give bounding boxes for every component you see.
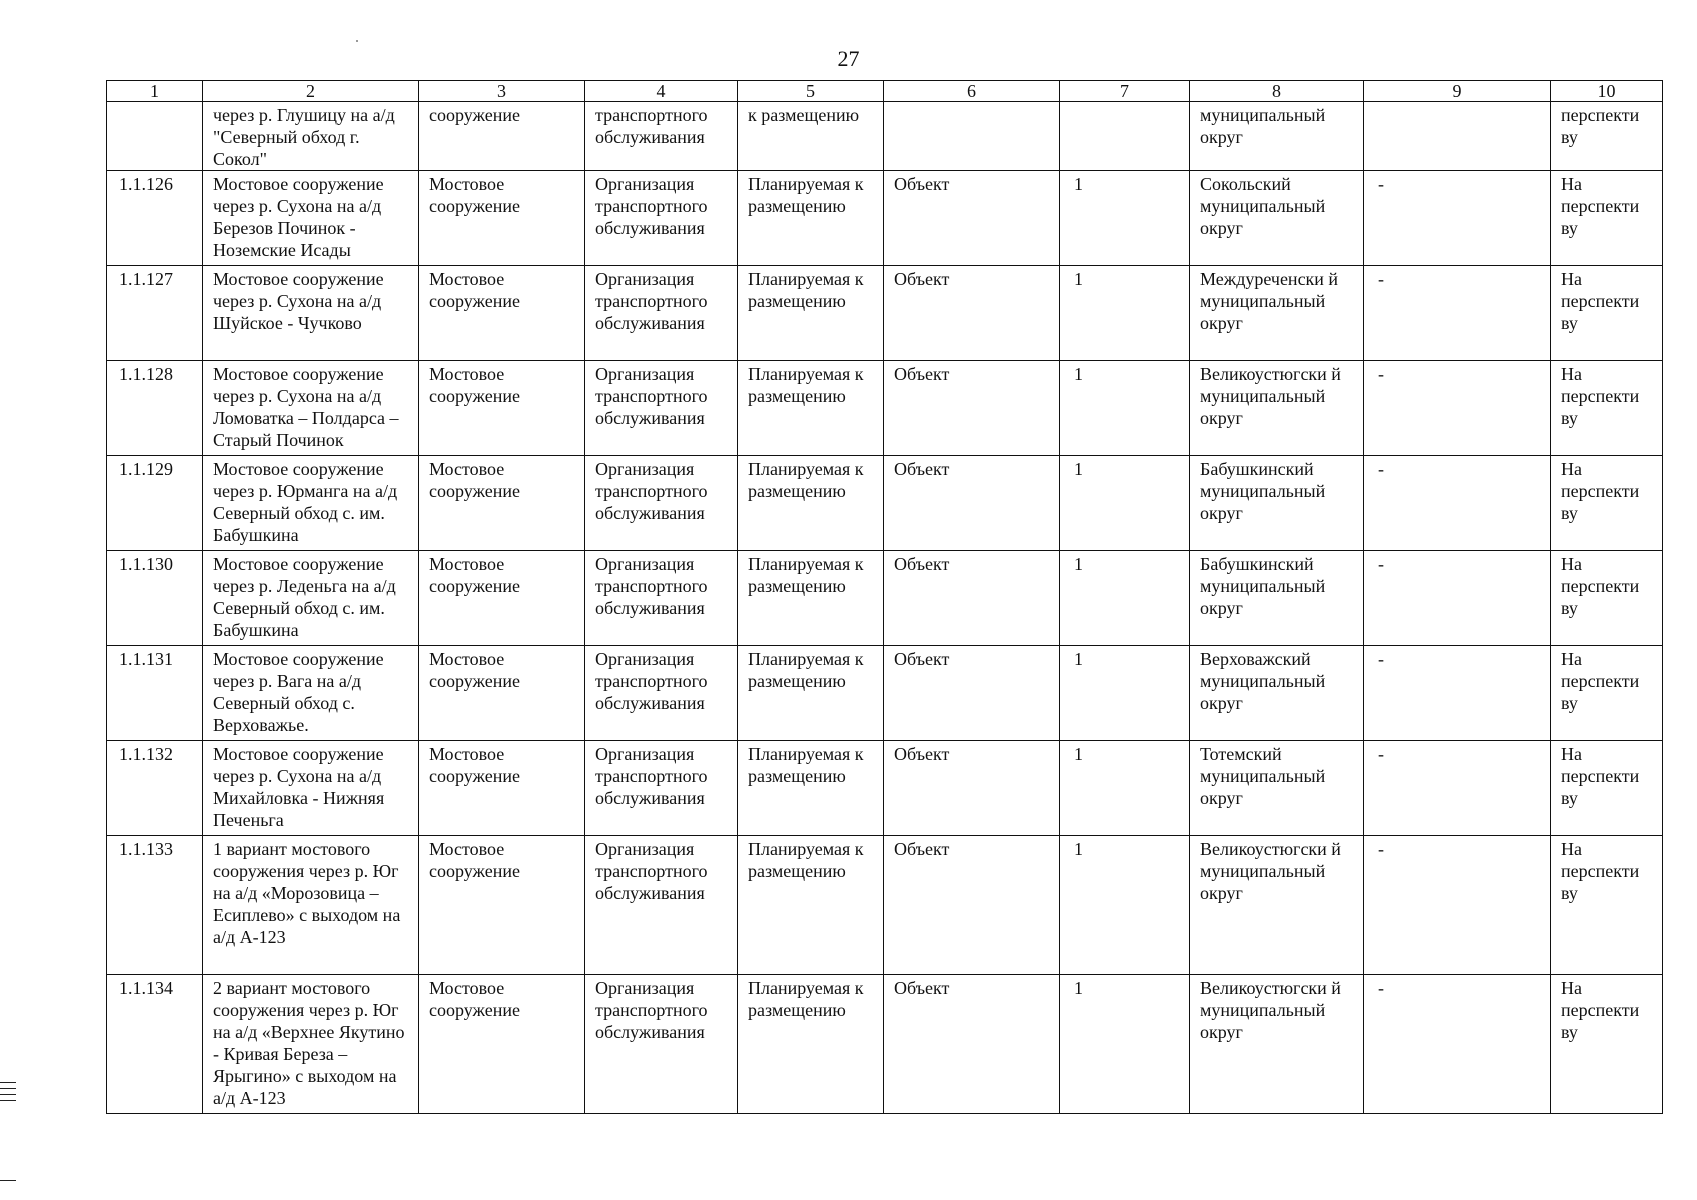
header-cell-4: 4 [585,81,738,102]
margin-tick [0,1088,16,1089]
cell-term: На перспекти ву [1551,171,1663,266]
margin-tick [0,1094,16,1095]
cell-location: Тотемский муниципальный округ [1190,741,1364,836]
cell-name: Мостовое сооружение через р. Леденьга на а/д Северный обход с. им. Бабушкина [203,551,419,646]
header-cell-6: 6 [884,81,1060,102]
table-row [107,975,1663,1114]
cell-number: 1.1.128 [107,361,203,456]
cell-count: 1 [1060,361,1190,456]
cell-type: сооружение [419,102,585,171]
table-header [107,81,1663,102]
cell-purpose: Организация транспортного обслуживания [585,551,738,646]
cell-location: Бабушкинский муниципальный округ [1190,551,1364,646]
cell-kind: Объект [884,836,1060,975]
cell-status: Планируемая к размещению [738,836,884,975]
cell-term: На перспекти ву [1551,741,1663,836]
cell-count: 1 [1060,551,1190,646]
cell-term: На перспекти ву [1551,266,1663,361]
header-row [107,81,1663,102]
cell-location: Междуреченски й муниципальный округ [1190,266,1364,361]
cell-location: муниципальный округ [1190,102,1364,171]
cell-kind: Объект [884,551,1060,646]
table-row [107,361,1663,456]
cell-number: 1.1.134 [107,975,203,1114]
header-cell-10: 10 [1551,81,1663,102]
cell-status: Планируемая к размещению [738,741,884,836]
header-cell-5: 5 [738,81,884,102]
table-row [107,741,1663,836]
cell-location: Бабушкинский муниципальный округ [1190,456,1364,551]
margin-tick [0,1180,16,1181]
cell-status: Планируемая к размещению [738,646,884,741]
cell-number: 1.1.127 [107,266,203,361]
cell-type: Мостовое сооружение [419,171,585,266]
cell-status: к размещению [738,102,884,171]
cell-zone [1364,102,1551,171]
cell-kind: Объект [884,171,1060,266]
objects-table [106,80,1663,1114]
cell-status: Планируемая к размещению [738,171,884,266]
cell-number: 1.1.131 [107,646,203,741]
cell-count: 1 [1060,171,1190,266]
cell-location: Сокольский муниципальный округ [1190,171,1364,266]
header-cell-9: 9 [1364,81,1551,102]
margin-tick [0,1100,16,1101]
cell-type: Мостовое сооружение [419,975,585,1114]
cell-purpose: Организация транспортного обслуживания [585,646,738,741]
cell-status: Планируемая к размещению [738,551,884,646]
cell-number: 1.1.132 [107,741,203,836]
header-cell-2: 2 [203,81,419,102]
cell-number: 1.1.133 [107,836,203,975]
table-body [107,102,1663,1114]
cell-number: 1.1.129 [107,456,203,551]
cell-count: 1 [1060,741,1190,836]
cell-number: 1.1.130 [107,551,203,646]
cell-purpose: транспортного обслуживания [585,102,738,171]
cell-type: Мостовое сооружение [419,266,585,361]
cell-number: 1.1.126 [107,171,203,266]
cell-name: 1 вариант мостового сооружения через р. Юг на а/д «Морозовица – Есиплево» с выходом на а/д А-123 [203,836,419,975]
cell-status: Планируемая к размещению [738,975,884,1114]
cell-kind: Объект [884,361,1060,456]
cell-location: Великоустюгски й муниципальный округ [1190,836,1364,975]
cell-kind: Объект [884,266,1060,361]
cell-term: На перспекти ву [1551,646,1663,741]
cell-term: На перспекти ву [1551,975,1663,1114]
cell-zone: - [1364,171,1551,266]
cell-count: 1 [1060,266,1190,361]
cell-zone: - [1364,975,1551,1114]
cell-term: На перспекти ву [1551,456,1663,551]
cell-kind: Объект [884,975,1060,1114]
cell-location: Великоустюгски й муниципальный округ [1190,361,1364,456]
cell-name: Мостовое сооружение через р. Юрманга на а/д Северный обход с. им. Бабушкина [203,456,419,551]
cell-type: Мостовое сооружение [419,361,585,456]
cell-term: На перспекти ву [1551,551,1663,646]
cell-name: Мостовое сооружение через р. Вага на а/д Северный обход с. Верховажье. [203,646,419,741]
table-row [107,551,1663,646]
cell-zone: - [1364,836,1551,975]
cell-zone: - [1364,551,1551,646]
cell-type: Мостовое сооружение [419,551,585,646]
table-row [107,266,1663,361]
cell-type: Мостовое сооружение [419,836,585,975]
cell-kind: Объект [884,741,1060,836]
cell-name: Мостовое сооружение через р. Сухона на а/д Ломоватка – Полдарса – Старый Починок [203,361,419,456]
cell-status: Планируемая к размещению [738,266,884,361]
cell-name: Мостовое сооружение через р. Сухона на а/д Шуйское - Чучково [203,266,419,361]
cell-location: Верховажский муниципальный округ [1190,646,1364,741]
cell-name: Мостовое сооружение через р. Сухона на а/д Березов Починок - Ноземские Исады [203,171,419,266]
cell-location: Великоустюгски й муниципальный округ [1190,975,1364,1114]
cell-purpose: Организация транспортного обслуживания [585,456,738,551]
cell-purpose: Организация транспортного обслуживания [585,975,738,1114]
table-row [107,646,1663,741]
table-row-continuation [107,102,1663,171]
header-cell-3: 3 [419,81,585,102]
cell-term: На перспекти ву [1551,836,1663,975]
cell-zone: - [1364,361,1551,456]
cell-zone: - [1364,741,1551,836]
table-row [107,171,1663,266]
cell-status: Планируемая к размещению [738,456,884,551]
table-row [107,456,1663,551]
cell-name: Мостовое сооружение через р. Сухона на а/д Михайловка - Нижняя Печеньга [203,741,419,836]
cell-type: Мостовое сооружение [419,646,585,741]
cell-count: 1 [1060,456,1190,551]
cell-number [107,102,203,171]
cell-purpose: Организация транспортного обслуживания [585,836,738,975]
page-number: 27 [837,46,860,71]
cell-purpose: Организация транспортного обслуживания [585,361,738,456]
cell-zone: - [1364,646,1551,741]
header-cell-1: 1 [107,81,203,102]
cell-zone: - [1364,456,1551,551]
header-cell-7: 7 [1060,81,1190,102]
cell-term: На перспекти ву [1551,361,1663,456]
cell-purpose: Организация транспортного обслуживания [585,741,738,836]
table-row [107,836,1663,975]
cell-count [1060,102,1190,171]
cell-count: 1 [1060,646,1190,741]
cell-kind: Объект [884,456,1060,551]
cell-status: Планируемая к размещению [738,361,884,456]
cell-count: 1 [1060,836,1190,975]
cell-type: Мостовое сооружение [419,456,585,551]
cell-purpose: Организация транспортного обслуживания [585,171,738,266]
cell-zone: - [1364,266,1551,361]
cell-name: через р. Глушицу на а/д "Северный обход г. Сокол" [203,102,419,171]
cell-type: Мостовое сооружение [419,741,585,836]
cell-count: 1 [1060,975,1190,1114]
scan-speck [356,40,358,42]
cell-kind: Объект [884,646,1060,741]
cell-name: 2 вариант мостового сооружения через р. Юг на а/д «Верхнее Якутино - Кривая Береза – Ярыгино» с выходом на а/д А-123 [203,975,419,1114]
margin-tick [0,1082,16,1083]
header-cell-8: 8 [1190,81,1364,102]
cell-purpose: Организация транспортного обслуживания [585,266,738,361]
cell-kind [884,102,1060,171]
cell-term: перспекти ву [1551,102,1663,171]
